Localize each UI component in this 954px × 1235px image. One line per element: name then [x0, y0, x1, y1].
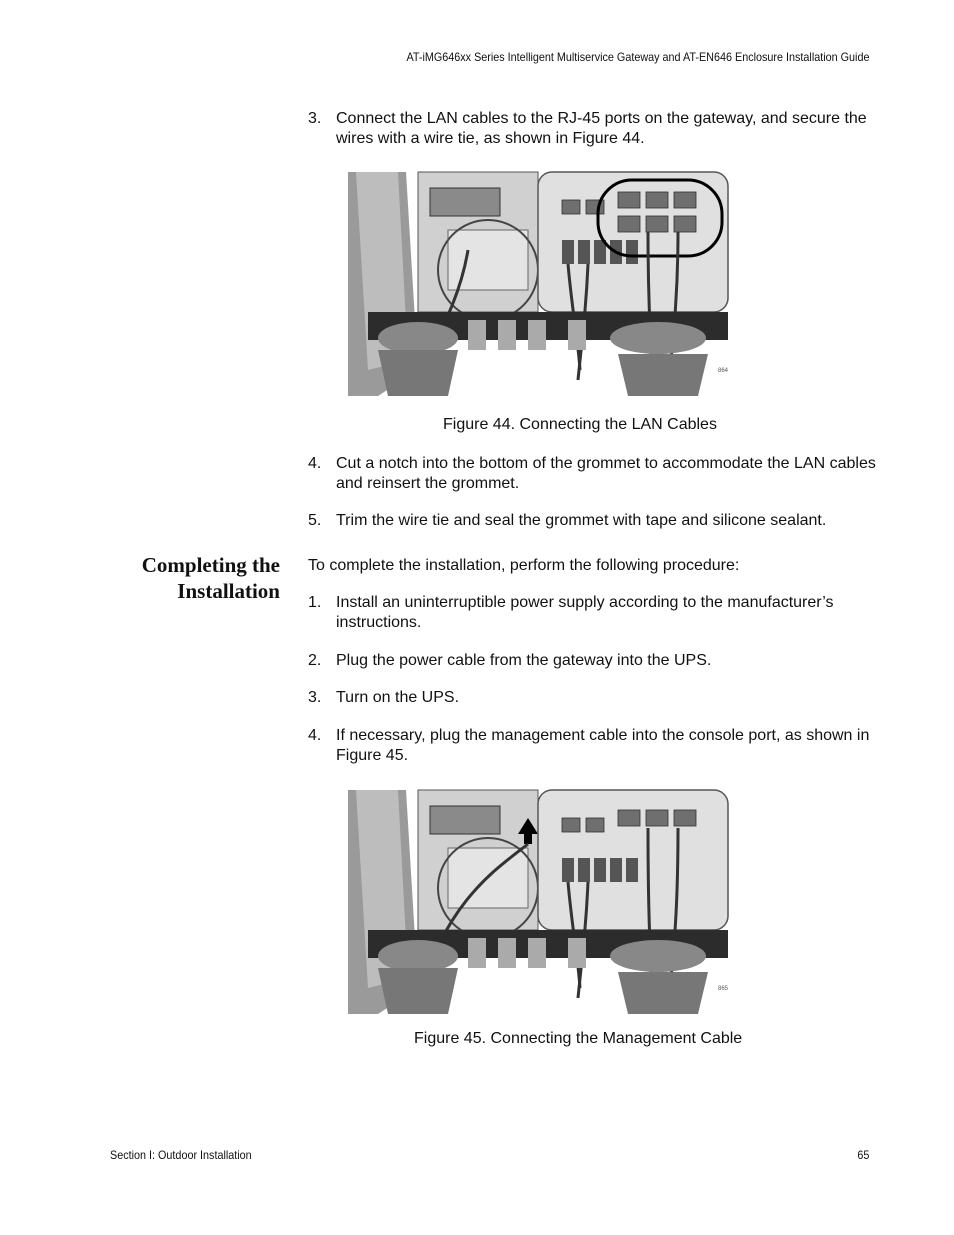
- section-heading-line: Installation: [177, 579, 280, 603]
- step-number: 4.: [308, 727, 322, 744]
- section-intro: To complete the installation, perform the following procedure:: [308, 557, 740, 574]
- section-heading: [100, 552, 280, 604]
- figure-44-caption: Figure 44. Connecting the LAN Cables: [443, 416, 717, 433]
- step-item: [308, 651, 868, 673]
- step-number: 5.: [308, 512, 322, 529]
- step-text: If necessary, plug the management cable into the console port, as shown in Figure 45.: [336, 727, 870, 764]
- step-item: [308, 454, 876, 498]
- step-item: [308, 688, 868, 710]
- figure-45-image: [348, 788, 746, 1014]
- step-number: 1.: [308, 594, 322, 611]
- section-heading-line: Completing the: [141, 553, 280, 577]
- step-text: Turn on the UPS.: [336, 689, 460, 706]
- footer-section: Section I: Outdoor Installation: [110, 1148, 252, 1162]
- step-text: Cut a notch into the bottom of the grommet to accommodate the LAN cables and reinsert the grommet.: [336, 455, 876, 492]
- page-number: 65: [856, 1148, 869, 1162]
- step-number: 3.: [308, 689, 322, 706]
- step-text: Install an uninterruptible power supply according to the manufacturer’s instructions.: [336, 594, 834, 631]
- figure-44-id-label: 864: [718, 368, 729, 374]
- figure-45-caption: Figure 45. Connecting the Management Cable: [414, 1030, 743, 1047]
- step-item: [308, 726, 868, 770]
- step-number: 3.: [308, 110, 322, 127]
- step-text: Connect the LAN cables to the RJ-45 ports on the gateway, and secure the wires with a wire tie, as shown in Figure 44.: [336, 110, 867, 147]
- figure-45-id-label: 865: [718, 986, 729, 992]
- step-text: Trim the wire tie and seal the grommet with tape and silicone sealant.: [336, 512, 827, 529]
- step-item: [308, 511, 868, 533]
- step-text: Plug the power cable from the gateway into the UPS.: [336, 652, 712, 669]
- running-header: AT-iMG646xx Series Intelligent Multiservice Gateway and AT-EN646 Enclosure Installation Guide: [405, 50, 869, 64]
- step-number: 4.: [308, 455, 322, 472]
- step-number: 2.: [308, 652, 322, 669]
- step-item: [308, 593, 868, 637]
- figure-44-image: [348, 170, 746, 396]
- step-item: [308, 109, 868, 153]
